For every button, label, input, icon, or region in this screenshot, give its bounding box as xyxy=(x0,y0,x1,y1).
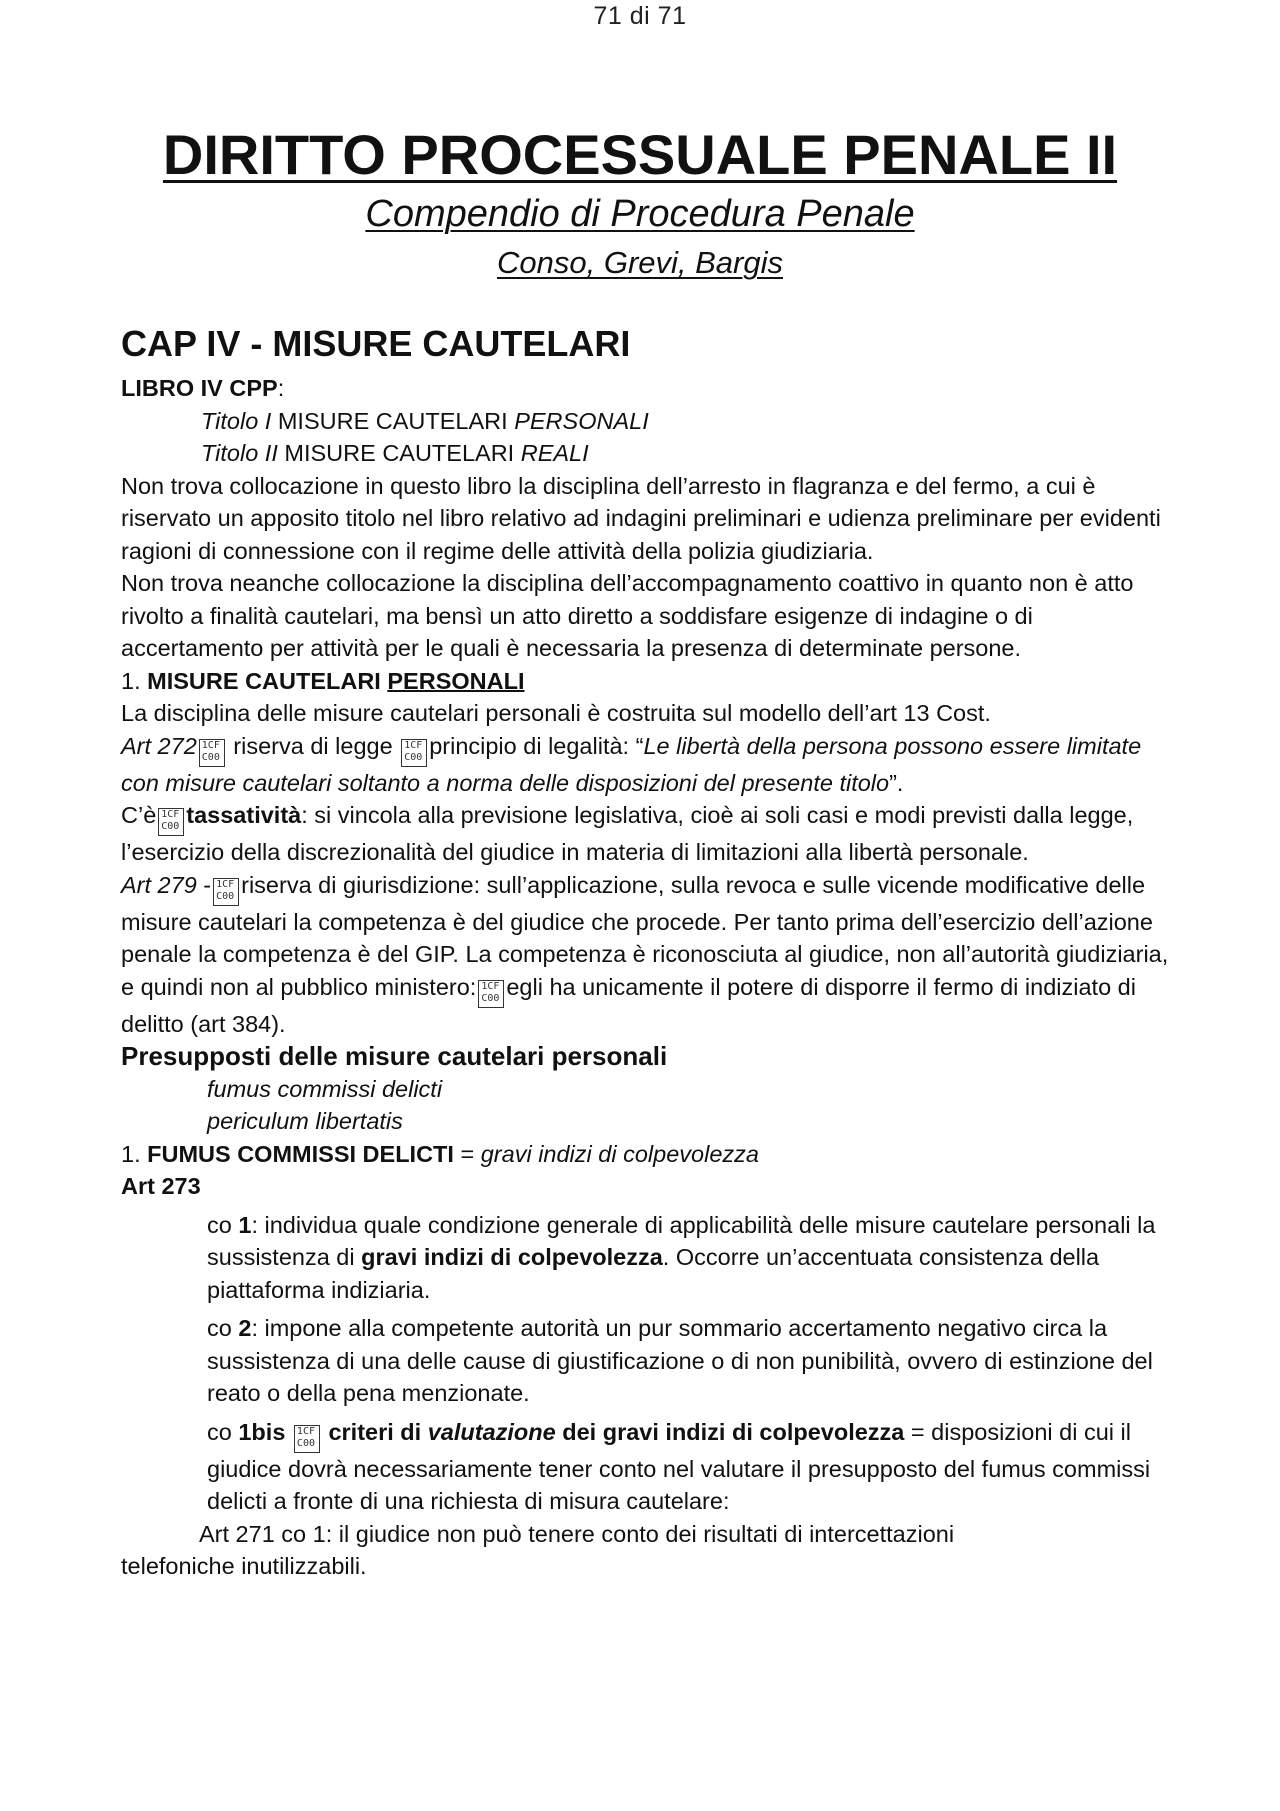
document-title: DIRITTO PROCESSUALE PENALE II xyxy=(162,123,1118,186)
placeholder-glyph-icon: 1CF C00 xyxy=(401,739,427,767)
presupposti-heading: Presupposti delle misure cautelari personali xyxy=(121,1041,668,1071)
placeholder-glyph-icon: 1CF C00 xyxy=(199,739,225,767)
placeholder-glyph-icon: 1CF C00 xyxy=(158,808,184,836)
tassativita-paragraph: C’è 1CF C00 tassatività: si vincola alla previsione legislativa, cioè ai soli casi e modi previsti dalla legge, l’esercizio della discrezionalità del giudice in materia di limitazioni alla libertà personale. xyxy=(121,802,1134,865)
placeholder-glyph-icon: 1CF C00 xyxy=(478,980,504,1008)
fumus-heading: 1. FUMUS COMMISSI DELICTI = gravi indizi di colpevolezza xyxy=(121,1140,759,1167)
intro-paragraph-2: Non trova neanche collocazione la disciplina dell’accompagnamento coattivo in quanto non è atto rivolto a finalità cautelari, ma bensì un atto diretto a soddisfare esigenze di indagine o di accertamento per attività per le quali è necessaria la presenza di determinate persone. xyxy=(121,570,1134,661)
art279-paragraph: Art 279 - 1CF C00 riserva di giurisdizione: sull’applicazione, sulla revoca e sulle vicende modificative delle misure cautelari la competenza è del giudice che procede. Per tanto prima dell’esercizio dell’azione penale la competenza è del GIP. La competenza è riconosciuta al giudice, non all’autorità giudiziaria, e quindi non al pubblico ministero: 1CF C00 egli ha unicamente il potere di disporre il fermo di indiziato di delitto (art 384). xyxy=(121,871,1169,1037)
page-number: 71 di 71 xyxy=(593,2,687,30)
document-authors: Conso, Grevi, Bargis xyxy=(497,245,783,280)
art273-heading: Art 273 xyxy=(121,1173,201,1199)
section1-paragraph: La disciplina delle misure cautelari personali è costruita sul modello dell’art 13 Cost. xyxy=(121,700,991,726)
placeholder-glyph-icon: 1CF C00 xyxy=(213,878,239,906)
libro-heading: LIBRO IV CPP: xyxy=(121,375,285,401)
section-heading-misure-personali: 1. MISURE CAUTELARI PERSONALI xyxy=(121,667,525,694)
presupposto-item: fumus commissi delicti xyxy=(207,1075,443,1102)
intro-paragraph-1: Non trova collocazione in questo libro la disciplina dell’arresto in flagranza e del fermo, a cui è riservato un apposito titolo nel libro relativo ad indagini preliminari e udienza preliminare per evidenti ragioni di connessione con il regime delle attività della polizia giudiziaria. xyxy=(121,472,1161,564)
art271-line: Art 271 co 1: il giudice non può tenere conto dei risultati di intercettazioni xyxy=(199,1520,955,1547)
placeholder-glyph-icon: 1CF C00 xyxy=(294,1425,320,1453)
document-subtitle: Compendio di Procedura Penale xyxy=(365,193,915,235)
art272-paragraph: Art 272 1CF C00 riserva di legge 1CF C00 principio di legalità: “Le libertà della persona possono essere limitate con misure cautelari soltanto a norma delle disposizioni del presente titolo”. xyxy=(121,732,1142,796)
art273-co2: co 2: impone alla competente autorità un pur sommario accertamento negativo circa la sussistenza di una delle cause di giustificazione o di non punibilità, ovvero di estinzione del reato o della pena menzionate. xyxy=(207,1315,1153,1406)
presupposto-item: periculum libertatis xyxy=(207,1108,403,1134)
document-body xyxy=(121,322,1171,1583)
art271-continuation: telefoniche inutilizzabili. xyxy=(121,1553,367,1579)
art273-co1: co 1: individua quale condizione generale di applicabilità delle misure cautelare personali la sussistenza di gravi indizi di colpevolezza. Occorre un’accentuata consistenza della piattaforma indiziaria. xyxy=(207,1211,1156,1303)
libro-titolo-1: Titolo I MISURE CAUTELARI PERSONALI xyxy=(201,407,649,434)
chapter-title: CAP IV - MISURE CAUTELARI xyxy=(121,323,631,364)
libro-titolo-2: Titolo II MISURE CAUTELARI REALI xyxy=(201,440,589,466)
art273-co1bis: co 1bis 1CF C00 criteri di valutazione dei gravi indizi di colpevolezza = disposizioni di cui il giudice dovrà necessariamente tener conto nel valutare il presupposto del fumus commissi delicti a fronte di una richiesta di misura cautelare: xyxy=(207,1418,1151,1514)
